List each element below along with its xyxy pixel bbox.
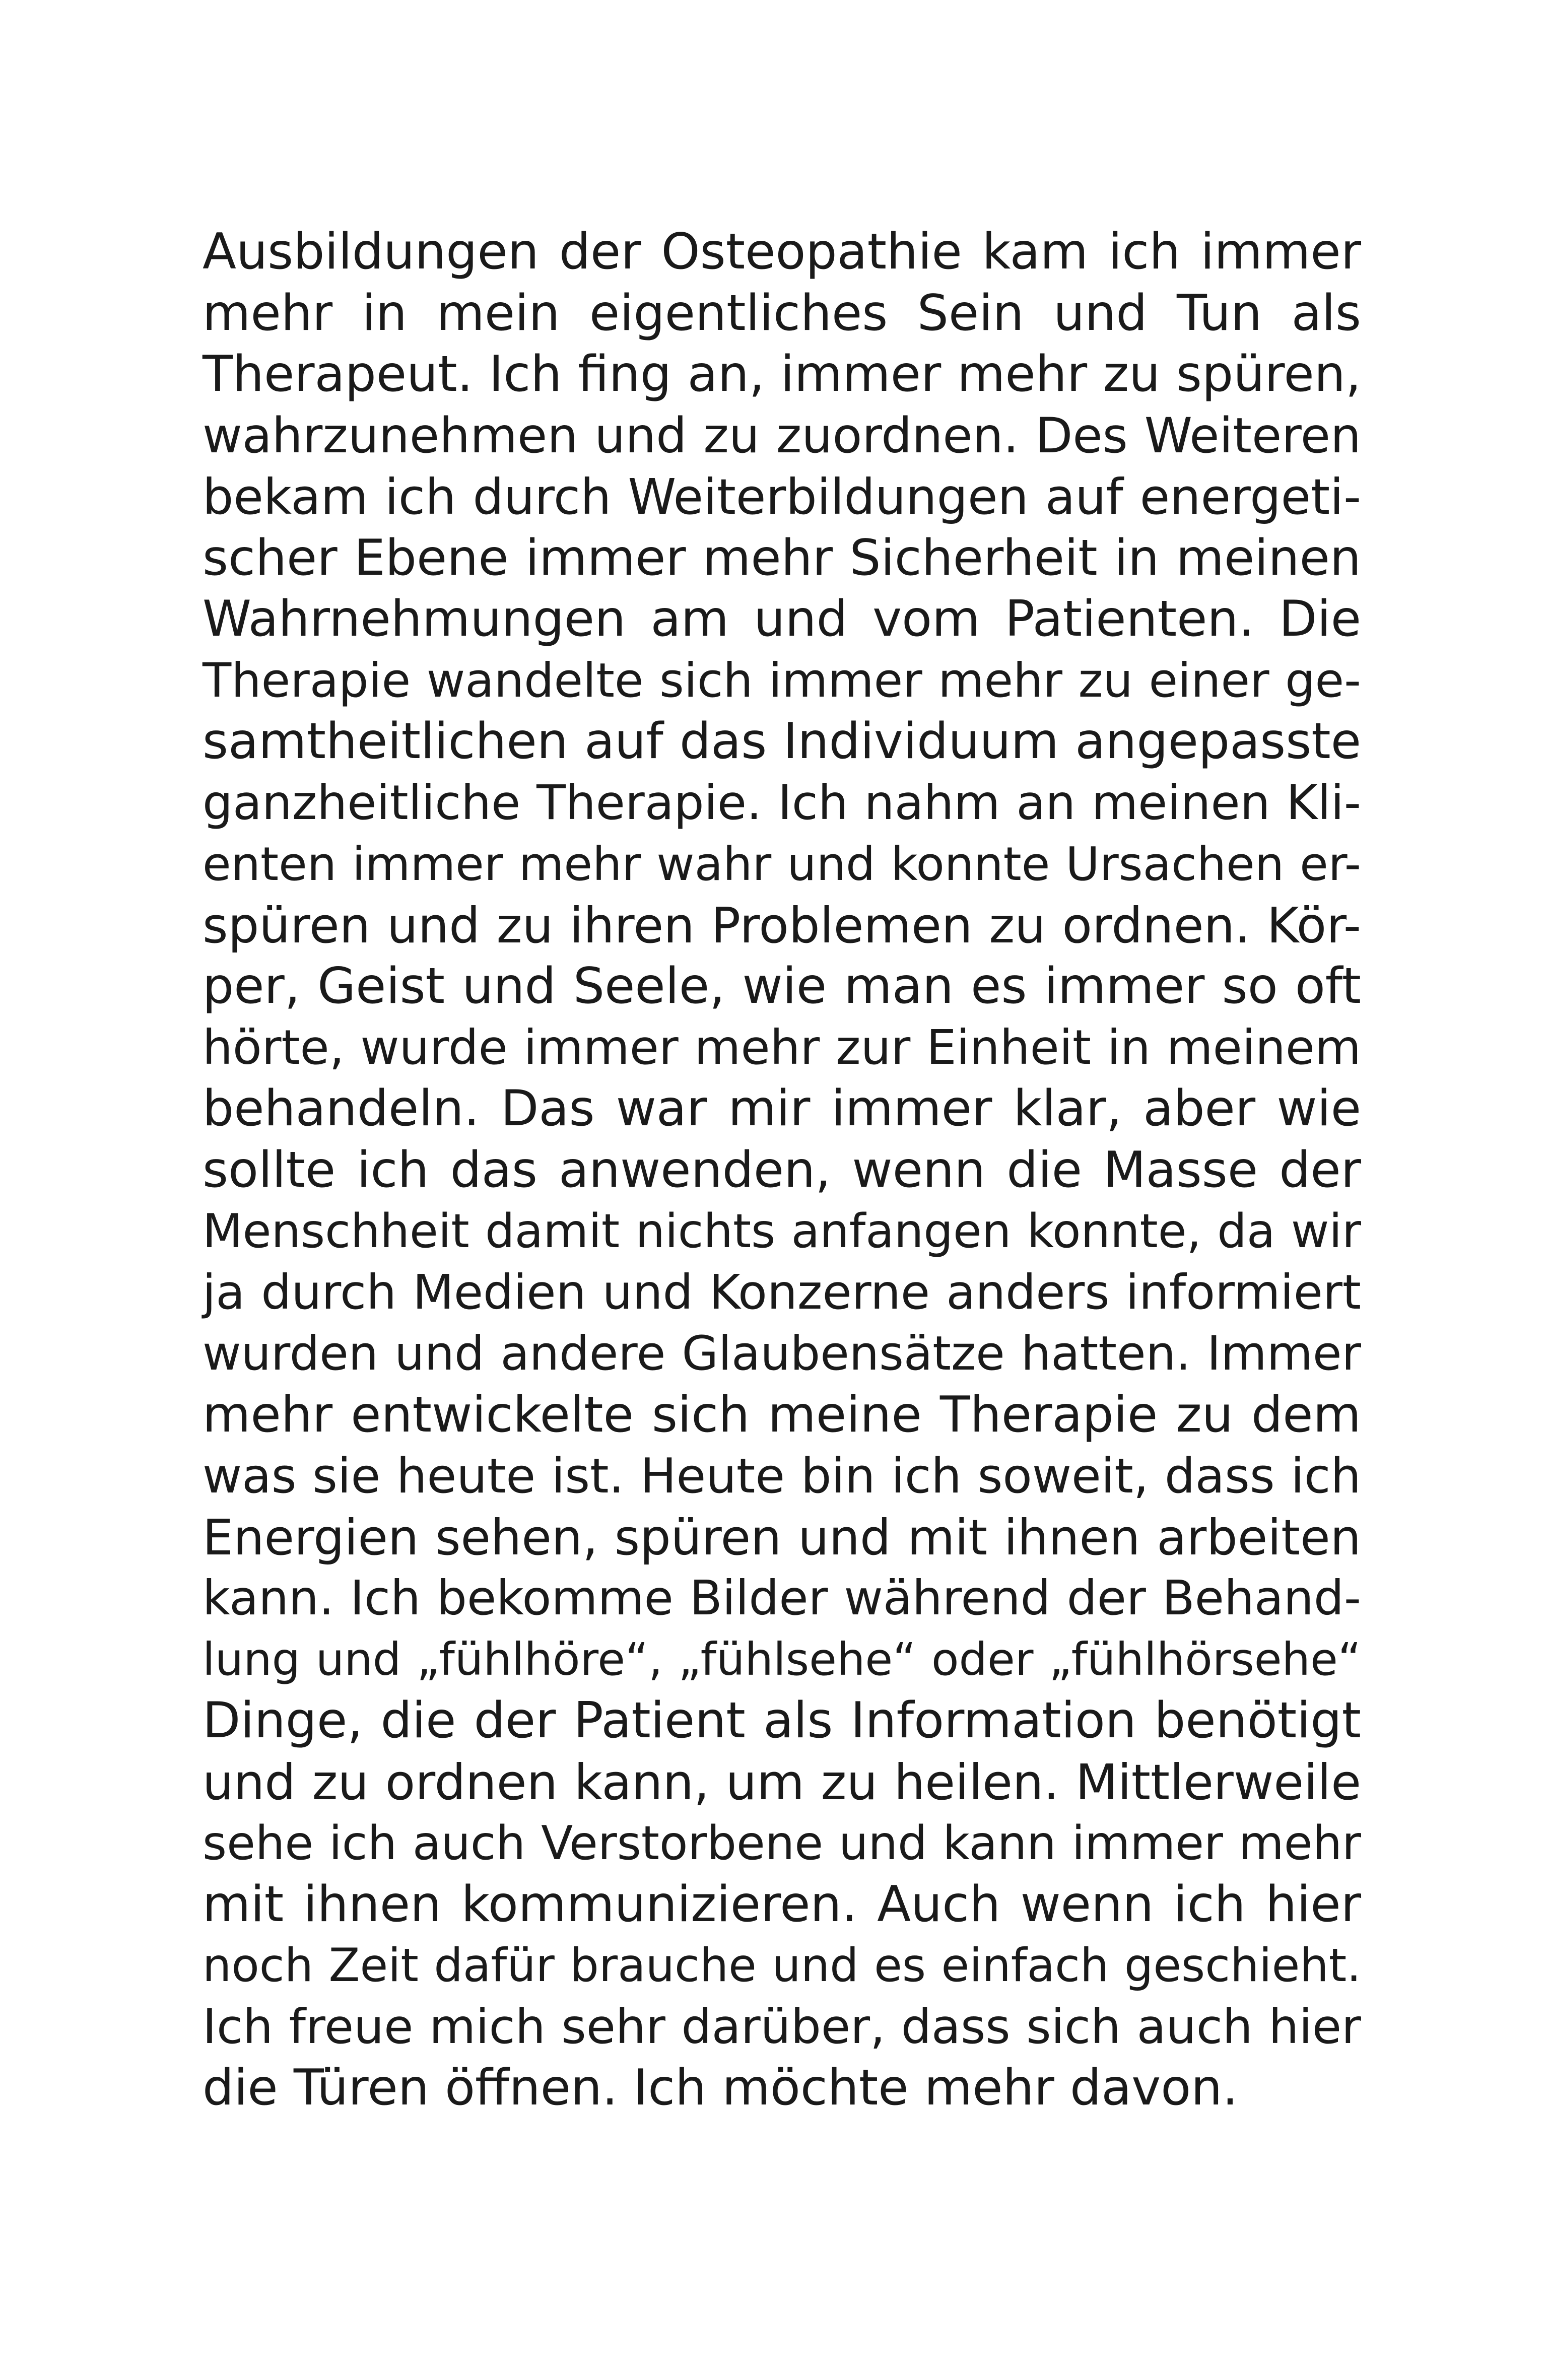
text-line: Therapeut. Ich fing an, immer mehr zu spüren, <box>203 346 1361 403</box>
text-line: wurden und andere Glaubensätze hatten. Immer <box>203 1326 1361 1381</box>
text-line: scher Ebene immer mehr Sicherheit in meinen <box>203 529 1361 587</box>
text-line: spüren und zu ihren Problemen zu ordnen. Kör- <box>203 897 1361 954</box>
text-line: was sie heute ist. Heute bin ich soweit, dass ich <box>203 1448 1361 1504</box>
text-line: behandeln. Das war mir immer klar, aber wie <box>203 1080 1361 1137</box>
text-line: Ausbildungen der Osteopathie kam ich immer <box>203 223 1361 281</box>
text-line: wahrzunehmen und zu zuordnen. Des Weiteren <box>203 407 1361 464</box>
text-line: Ich freue mich sehr darüber, dass sich auch hier <box>203 1999 1361 2055</box>
text-line: ganzheitliche Therapie. Ich nahm an meinen Kli- <box>203 775 1361 831</box>
text-line: mehr in mein eigentliches Sein und Tun als <box>203 284 1361 342</box>
text-line: und zu ordnen kann, um zu heilen. Mittlerweile <box>203 1753 1361 1811</box>
text-line: Energien sehen, spüren und mit ihnen arbeiten <box>203 1509 1361 1566</box>
text-line-last: die Türen öffnen. Ich möchte mehr davon. <box>203 2059 1238 2117</box>
text-line: mit ihnen kommunizieren. Auch wenn ich hier <box>203 1875 1361 1933</box>
text-line: per, Geist und Seele, wie man es immer so oft <box>203 958 1361 1015</box>
text-line: Menschheit damit nichts anfangen konnte, da wir <box>203 1204 1361 1258</box>
text-line: enten immer mehr wahr und konnte Ursachen er- <box>203 837 1361 891</box>
text-line: sollte ich das anwenden, wenn die Masse der <box>203 1141 1361 1199</box>
text-line: bekam ich durch Weiterbildungen auf energeti- <box>203 468 1361 525</box>
text-line: ja durch Medien und Konzerne anders informiert <box>203 1264 1361 1320</box>
text-line: sehe ich auch Verstorbene und kann immer mehr <box>203 1816 1361 1870</box>
text-line: hörte, wurde immer mehr zur Einheit in meinem <box>203 1019 1361 1075</box>
text-line: Wahrnehmungen am und vom Patienten. Die <box>203 590 1361 648</box>
text-line: kann. Ich bekomme Bilder während der Behand- <box>203 1571 1361 1626</box>
text-line: samtheitlichen auf das Individuum angepasste <box>203 713 1361 770</box>
body-text <box>203 222 1361 2119</box>
text-line: lung und „fühlhöre“, „fühlsehe“ oder „fühlhörsehe“ <box>203 1633 1361 1686</box>
text-line: Therapie wandelte sich immer mehr zu einer ge- <box>203 653 1361 708</box>
text-line: mehr entwickelte sich meine Therapie zu dem <box>203 1386 1361 1444</box>
text-line: noch Zeit dafür brauche und es einfach geschieht. <box>203 1939 1361 1992</box>
text-line: Dinge, die der Patient als Information benötigt <box>203 1692 1361 1749</box>
